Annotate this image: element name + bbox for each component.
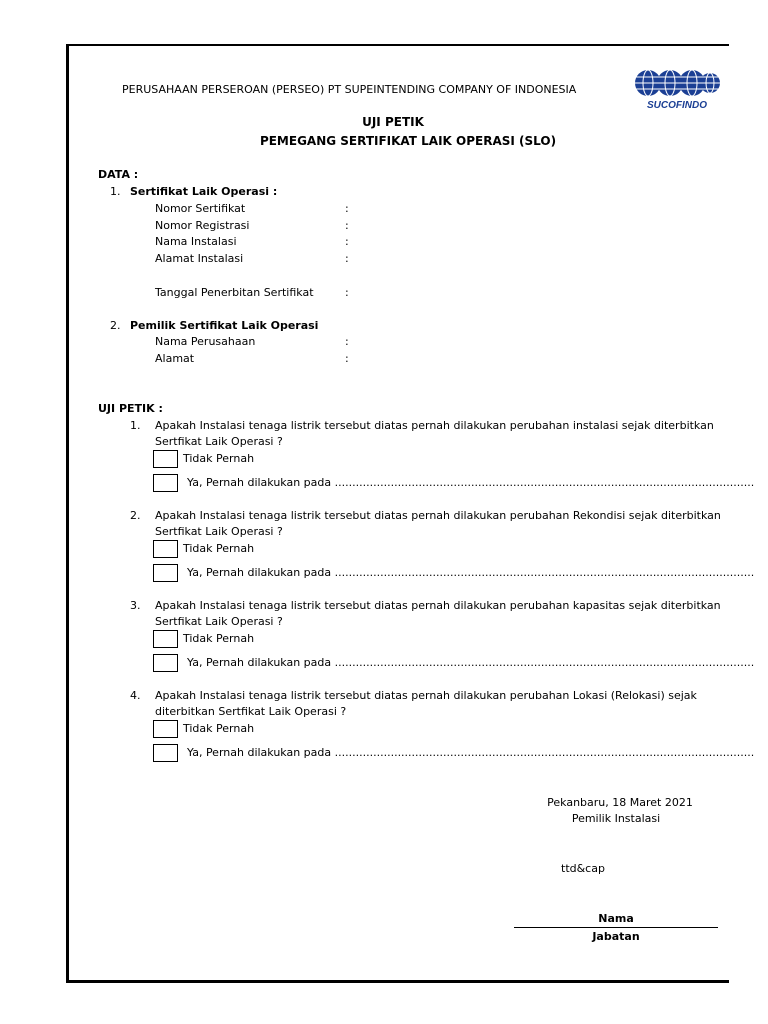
checkbox-tidak-pernah[interactable] bbox=[153, 450, 178, 468]
option-label: Tidak Pernah bbox=[183, 632, 255, 645]
place-date: Pekanbaru, 18 Maret 2021 bbox=[547, 796, 693, 809]
signer-name: Nama bbox=[598, 912, 634, 925]
checkbox-ya-pernah[interactable] bbox=[153, 474, 178, 492]
checkbox-tidak-pernah[interactable] bbox=[153, 720, 178, 738]
question-text: Sertfikat Laik Operasi ? bbox=[155, 615, 283, 628]
question-text: diterbitkan Sertfikat Laik Operasi ? bbox=[155, 705, 347, 718]
signer-position: Jabatan bbox=[592, 930, 640, 943]
option-label: Tidak Pernah bbox=[183, 542, 255, 555]
question-number: 4. bbox=[130, 689, 141, 702]
data-heading: DATA : bbox=[98, 168, 139, 181]
option-label: Ya, Pernah dilakukan pada ........................................................................................................................ bbox=[187, 656, 755, 669]
field-label: Nama Perusahaan bbox=[155, 335, 256, 348]
checkbox-ya-pernah[interactable] bbox=[153, 564, 178, 582]
field-colon: : bbox=[345, 235, 349, 248]
signer-role: Pemilik Instalasi bbox=[571, 812, 661, 825]
signature-stamp-placeholder: ttd&cap bbox=[561, 862, 605, 875]
document-subtitle: PEMEGANG SERTIFIKAT LAIK OPERASI (SLO) bbox=[259, 134, 557, 148]
field-colon: : bbox=[345, 219, 349, 232]
logo-text: SUCOFINDO bbox=[647, 100, 707, 111]
question-number: 1. bbox=[130, 419, 141, 432]
option-label: Ya, Pernah dilakukan pada ........................................................................................................................ bbox=[187, 476, 755, 489]
uji-petik-heading: UJI PETIK : bbox=[98, 402, 163, 415]
field-label: Tanggal Penerbitan Sertifikat bbox=[155, 286, 314, 299]
field-colon: : bbox=[345, 252, 349, 265]
field-label: Nama Instalasi bbox=[155, 235, 237, 248]
field-label: Nomor Sertifikat bbox=[155, 202, 246, 215]
field-colon: : bbox=[345, 335, 349, 348]
field-label: Alamat Instalasi bbox=[155, 252, 244, 265]
option-label: Tidak Pernah bbox=[183, 722, 255, 735]
item-title: Sertifikat Laik Operasi : bbox=[130, 185, 278, 198]
question-text: Apakah Instalasi tenaga listrik tersebut diatas pernah dilakukan perubahan Lokasi (Relokasi) sejak bbox=[155, 689, 697, 702]
question-number: 2. bbox=[130, 509, 141, 522]
option-label: Tidak Pernah bbox=[183, 452, 255, 465]
field-label: Nomor Registrasi bbox=[155, 219, 250, 232]
field-colon: : bbox=[345, 202, 349, 215]
checkbox-ya-pernah[interactable] bbox=[153, 654, 178, 672]
question-text: Apakah Instalasi tenaga listrik tersebut diatas pernah dilakukan perubahan instalasi sejak diterbitkan bbox=[155, 419, 714, 432]
field-label: Alamat bbox=[155, 352, 195, 365]
option-label: Ya, Pernah dilakukan pada ........................................................................................................................ bbox=[187, 566, 755, 579]
item-number: 1. bbox=[110, 185, 121, 198]
item-title: Pemilik Sertifikat Laik Operasi bbox=[130, 319, 319, 332]
field-colon: : bbox=[345, 352, 349, 365]
checkbox-tidak-pernah[interactable] bbox=[153, 540, 178, 558]
sucofindo-logo bbox=[634, 66, 720, 112]
field-colon: : bbox=[345, 286, 349, 299]
signature-line bbox=[514, 927, 718, 928]
document-title: UJI PETIK bbox=[362, 115, 424, 129]
question-number: 3. bbox=[130, 599, 141, 612]
question-text: Sertfikat Laik Operasi ? bbox=[155, 525, 283, 538]
question-text: Apakah Instalasi tenaga listrik tersebut diatas pernah dilakukan perubahan Rekondisi sejak diterbitkan bbox=[155, 509, 721, 522]
question-text: Apakah Instalasi tenaga listrik tersebut diatas pernah dilakukan perubahan kapasitas sejak diterbitkan bbox=[155, 599, 721, 612]
company-name: PERUSAHAAN PERSEROAN (PERSEO) PT SUPEINTENDING COMPANY OF INDONESIA bbox=[122, 83, 577, 96]
item-number: 2. bbox=[110, 319, 121, 332]
option-label: Ya, Pernah dilakukan pada ........................................................................................................................ bbox=[187, 746, 755, 759]
checkbox-tidak-pernah[interactable] bbox=[153, 630, 178, 648]
checkbox-ya-pernah[interactable] bbox=[153, 744, 178, 762]
question-text: Sertfikat Laik Operasi ? bbox=[155, 435, 283, 448]
